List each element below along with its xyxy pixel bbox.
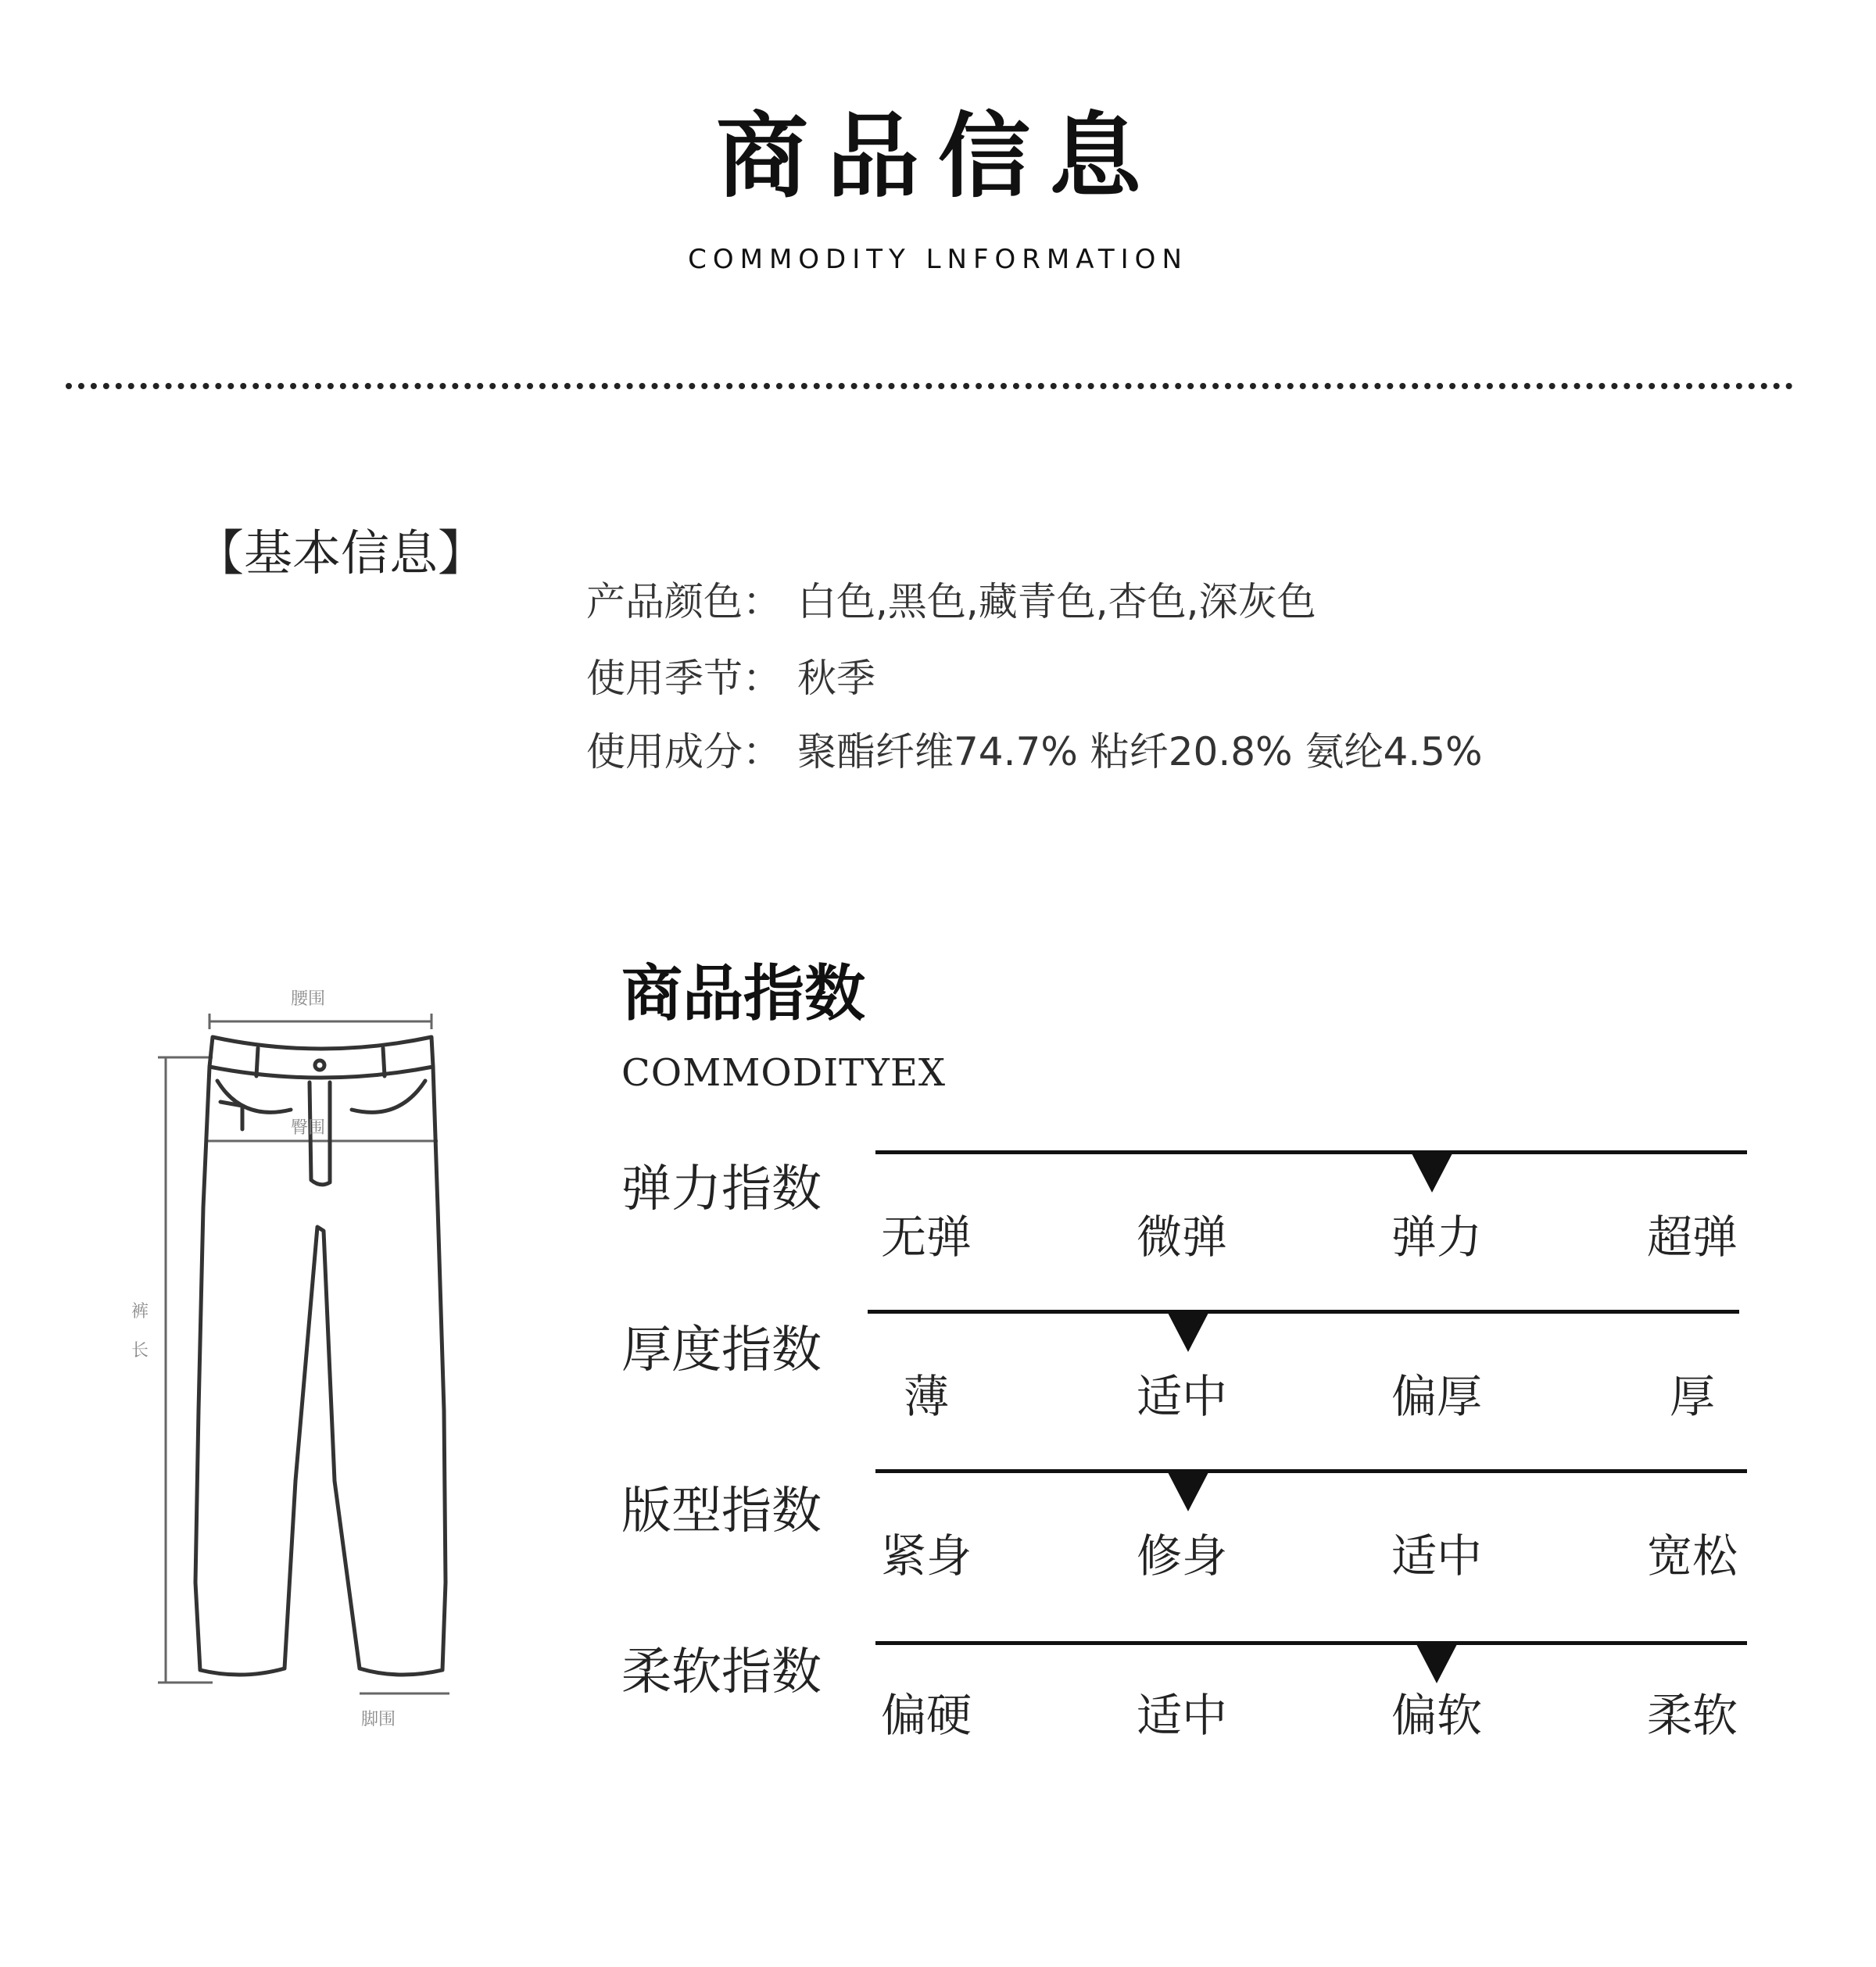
page-title: 商品信息 <box>715 102 1160 210</box>
softness-option: 适中 <box>1136 1689 1227 1742</box>
elasticity-selected-marker <box>1412 1153 1452 1193</box>
fit-option: 适中 <box>1391 1529 1482 1583</box>
elasticity-option: 超弹 <box>1646 1211 1738 1264</box>
thickness-option: 适中 <box>1136 1370 1227 1423</box>
elasticity-option: 无弹 <box>880 1211 972 1264</box>
info-label: 使用成分： <box>586 729 782 774</box>
fit-option: 修身 <box>1136 1529 1227 1583</box>
thickness-index-label: 厚度指数 <box>621 1321 822 1379</box>
page-subtitle: COMMODITY LNFORMATION <box>688 244 1188 275</box>
info-label: 使用季节： <box>586 656 782 701</box>
info-value: 聚酯纤维74.7% 粘纤20.8% 氨纶4.5% <box>797 729 1483 774</box>
fit-option: 紧身 <box>880 1529 972 1583</box>
thickness-option: 薄 <box>903 1370 949 1423</box>
info-row-season <box>586 653 875 703</box>
fit-scale-line <box>875 1469 1747 1473</box>
hip-label: 臀围 <box>291 1118 326 1138</box>
fit-selected-marker <box>1168 1472 1208 1511</box>
length-label-1: 裤 <box>131 1302 149 1321</box>
thickness-option: 偏厚 <box>1391 1370 1482 1423</box>
softness-selected-marker <box>1416 1644 1457 1683</box>
thickness-selected-marker <box>1168 1313 1208 1352</box>
info-row-composition <box>586 727 1483 777</box>
softness-option: 偏硬 <box>880 1689 972 1742</box>
softness-option: 柔软 <box>1646 1689 1738 1742</box>
waist-label: 腰围 <box>291 989 326 1009</box>
dotted-divider <box>66 383 1793 389</box>
elasticity-scale-line <box>875 1150 1747 1154</box>
thickness-option: 厚 <box>1669 1370 1715 1423</box>
softness-option: 偏软 <box>1391 1689 1482 1742</box>
softness-index-label: 柔软指数 <box>621 1643 822 1701</box>
info-row-color <box>586 577 1316 627</box>
elasticity-option: 微弹 <box>1136 1211 1227 1264</box>
softness-scale-line <box>875 1641 1747 1645</box>
hem-label: 脚围 <box>361 1710 396 1729</box>
index-section-subtitle: COMMODITYEX <box>621 1051 947 1095</box>
basic-info-heading: 【基本信息】 <box>195 524 487 581</box>
thickness-scale-line <box>868 1310 1739 1314</box>
fit-option: 宽松 <box>1646 1529 1738 1583</box>
elasticity-option: 弹力 <box>1391 1211 1482 1264</box>
length-label-2: 长 <box>131 1341 149 1361</box>
index-section-title: 商品指数 <box>621 959 866 1029</box>
elasticity-index-label: 弹力指数 <box>621 1161 822 1218</box>
info-value: 白色,黑色,藏青色,杏色,深灰色 <box>797 579 1316 624</box>
info-value: 秋季 <box>797 656 875 701</box>
fit-index-label: 版型指数 <box>621 1482 822 1540</box>
info-label: 产品颜色： <box>586 579 782 624</box>
pants-diagram <box>125 973 485 1747</box>
